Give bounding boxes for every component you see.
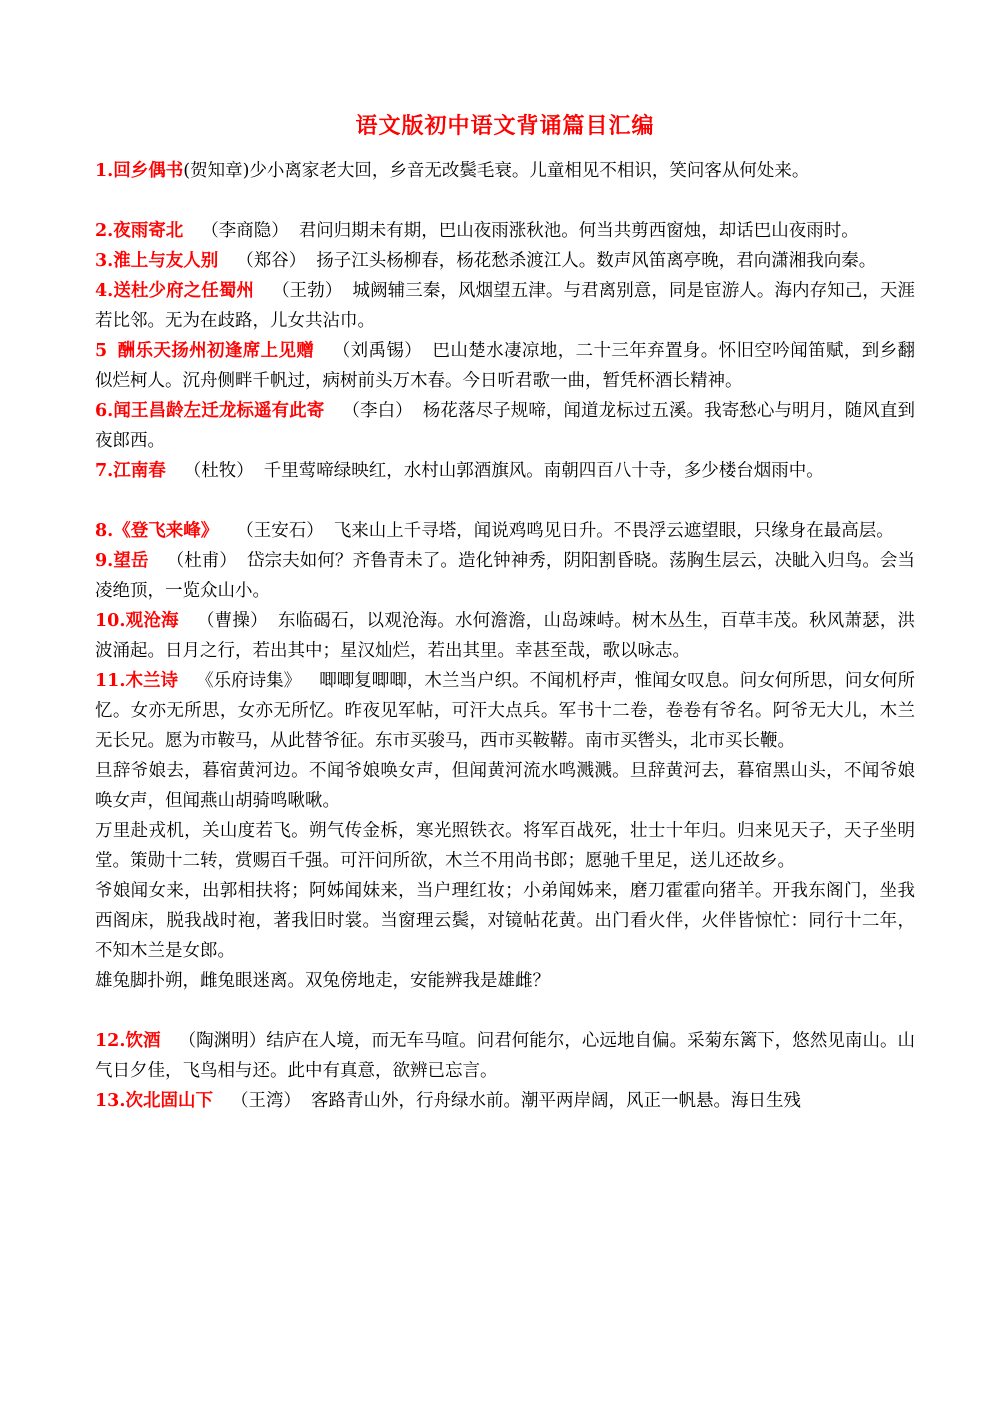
poem-entry-11 — [95, 666, 915, 756]
poem-title: 江南春 — [113, 461, 166, 481]
poem-entry-9 — [95, 546, 915, 606]
poem-text: 少小离家老大回，乡音无改鬓毛衰。儿童相见不相识，笑问客从何处来。 — [249, 161, 810, 181]
poem-number: 1. — [95, 161, 114, 181]
poem-continuation: 爷娘闻女来，出郭相扶将；阿姊闻妹来，当户理红妆；小弟闻姊来，磨刀霍霍向猪羊。开我东阁门，坐我西阁床，脱我战时袍，著我旧时裳。当窗理云鬓，对镜帖花黄。出门看火伴，火伴皆惊忙：同行十二年，不知木兰是女郎。 — [95, 881, 915, 961]
poem-title: 酬乐天扬州初逢席上见赠 — [117, 341, 315, 361]
poem-number: 5 — [95, 341, 108, 361]
poem-text: 巴山楚水凄凉地，二十三年弃置身。怀旧空吟闻笛赋，到乡翻似烂柯人。沉舟侧畔千帆过，病树前头万木春。今日听君歌一曲，暂凭杯酒长精神。 — [95, 341, 916, 391]
poem-title: 淮上与友人别 — [113, 251, 219, 271]
poem-title: 夜雨寄北 — [113, 221, 184, 241]
document-page — [95, 108, 915, 1116]
poem-author: （杜牧） — [183, 461, 254, 481]
poem-author: 《乐府诗集》 — [196, 671, 302, 691]
poem-number: 4. — [95, 281, 114, 301]
poem-continuation: 雄兔脚扑朔，雌兔眼迷离。双兔傍地走，安能辨我是雄雌？ — [95, 971, 550, 991]
poem-text: 扬子江头杨柳春，杨花愁杀渡江人。数声风笛离亭晚，君向潇湘我向秦。 — [316, 251, 877, 271]
poem-number: 12. — [95, 1031, 126, 1051]
poem-author: （王勃） — [272, 281, 343, 301]
document-title: 语文版初中语文背诵篇目汇编 — [355, 113, 655, 139]
poem-text: 千里莺啼绿映红，水村山郭酒旗风。南朝四百八十寺，多少楼台烟雨中。 — [263, 461, 824, 481]
poem-entry-7 — [95, 456, 915, 486]
poem-title: 次北固山下 — [125, 1091, 213, 1111]
poem-number: 9. — [95, 551, 114, 571]
poem-author: （郑谷） — [236, 251, 307, 271]
poem-author: （李白） — [342, 401, 413, 421]
poem-author: （杜甫） — [166, 551, 237, 571]
poem-author: （曹操） — [196, 611, 268, 631]
poem-entry-13 — [95, 1086, 915, 1116]
poem-author: (贺知章) — [183, 161, 250, 181]
poem-number: 2. — [95, 221, 114, 241]
poem-entry-4 — [95, 276, 915, 336]
poem-title: 《登飞来峰》 — [113, 521, 219, 541]
poem-text: 结庐在人境，而无车马喧。问君何能尔，心远地自偏。采菊东篱下，悠然见南山。山气日夕佳，飞鸟相与还。此中有真意，欲辨已忘言。 — [95, 1031, 916, 1081]
poem-number: 6. — [95, 401, 114, 421]
poem-text: 岱宗夫如何？齐鲁青未了。造化钟神秀，阴阳割昏晓。荡胸生层云，决眦入归鸟。会当凌绝顶，一览众山小。 — [95, 551, 916, 601]
poem-title: 回乡偶书 — [113, 161, 184, 181]
poem-entry-2 — [95, 216, 915, 246]
poem-text: 杨花落尽子规啼，闻道龙标过五溪。我寄愁心与明月，随风直到夜郎西。 — [95, 401, 916, 451]
poem-title: 饮酒 — [125, 1031, 161, 1051]
poem-text: 东临碣石，以观沧海。水何澹澹，山岛竦峙。树木丛生，百草丰茂。秋风萧瑟，洪波涌起。日月之行，若出其中；星汉灿烂，若出其里。幸甚至哉，歌以咏志。 — [95, 611, 916, 661]
poem-author: （王安石） — [236, 521, 324, 541]
poem-title: 木兰诗 — [125, 671, 179, 691]
poem-author: （刘禹锡） — [332, 341, 423, 361]
poem-entry-12 — [95, 1026, 915, 1086]
poem-text: 客路青山外，行舟绿水前。潮平两岸阔，风正一帆悬。海日生残 — [310, 1091, 801, 1111]
poem-text: 城阙辅三秦，风烟望五津。与君离别意，同是宦游人。海内存知己，天涯若比邻。无为在歧路，儿女共沾巾。 — [95, 281, 916, 331]
poem-text: 飞来山上千寻塔，闻说鸡鸣见日升。不畏浮云遮望眼，只缘身在最高层。 — [333, 521, 894, 541]
poem-entry-1 — [95, 156, 915, 186]
poem-entry-6 — [95, 396, 915, 456]
poem-number: 8. — [95, 521, 114, 541]
poem-continuation: 万里赴戎机，关山度若飞。朔气传金柝，寒光照铁衣。将军百战死，壮士十年归。归来见天子，天子坐明堂。策勋十二转，赏赐百千强。可汗问所欲，木兰不用尚书郎；愿驰千里足，送儿还故乡。 — [95, 821, 915, 871]
poem-continuation: 旦辞爷娘去，暮宿黄河边。不闻爷娘唤女声，但闻黄河流水鸣溅溅。旦辞黄河去，暮宿黑山头，不闻爷娘唤女声，但闻燕山胡骑鸣啾啾。 — [95, 761, 915, 811]
poem-number: 11. — [95, 671, 126, 691]
poem-entry-5 — [95, 336, 915, 396]
poem-text: 君问归期未有期，巴山夜雨涨秋池。何当共剪西窗烛，却话巴山夜雨时。 — [298, 221, 859, 241]
poem-author: （李商隐） — [201, 221, 289, 241]
poem-number: 13. — [95, 1091, 126, 1111]
poem-text: 唧唧复唧唧，木兰当户织。不闻机杼声，惟闻女叹息。问女何所思，问女何所忆。女亦无所思，女亦无所忆。昨夜见军帖，可汗大点兵。军书十二卷，卷卷有爷名。阿爷无大儿，木兰无长兄。愿为市鞍马，从此替爷征。东市买骏马，西市买鞍鞯。南市买辔头，北市买长鞭。 — [95, 671, 916, 751]
poem-author: （王湾） — [230, 1091, 301, 1111]
poem-title: 观沧海 — [125, 611, 179, 631]
poem-author: （陶渊明） — [178, 1031, 267, 1051]
poem-number: 3. — [95, 251, 114, 271]
poem-title: 望岳 — [113, 551, 149, 571]
poem-entry-3 — [95, 246, 915, 276]
poem-number: 7. — [95, 461, 114, 481]
poem-number: 10. — [95, 611, 126, 631]
poem-title: 闻王昌龄左迁龙标遥有此寄 — [113, 401, 325, 421]
poem-title: 送杜少府之任蜀州 — [113, 281, 255, 301]
poem-entry-8 — [95, 516, 915, 546]
poem-entry-10 — [95, 606, 915, 666]
